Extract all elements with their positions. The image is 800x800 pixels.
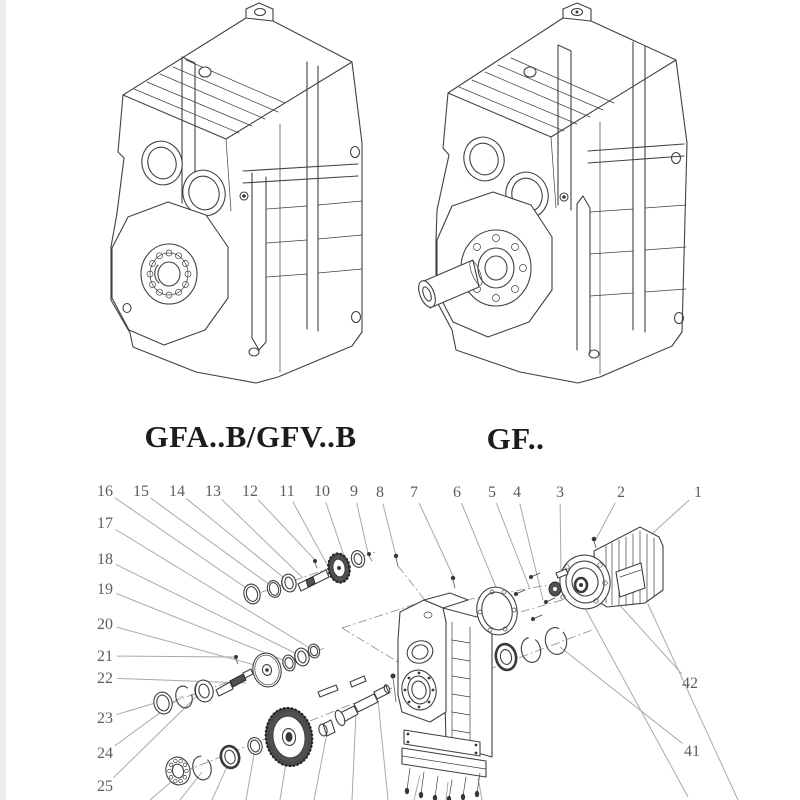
part-number-10: 10 [314, 483, 330, 500]
leader-line-21 [117, 656, 234, 657]
input-shaft-train [242, 549, 456, 606]
leader-line-13 [222, 499, 303, 578]
part-number-3: 3 [556, 484, 564, 501]
leader-line-42 [616, 601, 682, 674]
pinion-shaft [298, 570, 329, 591]
leader-line-18 [116, 564, 301, 656]
figure-caption-right: GF.. [486, 421, 545, 456]
circlip [190, 754, 214, 782]
part-number-22: 22 [97, 670, 113, 687]
bearing [280, 572, 298, 593]
part-number-7: 7 [410, 484, 418, 501]
part-number-21: 21 [97, 648, 113, 665]
gear-housing [391, 593, 493, 800]
figure-caption-left: GFA..B/GFV..B [144, 419, 357, 454]
part-number-6: 6 [453, 484, 461, 501]
motor [549, 527, 663, 613]
output-shaft [333, 684, 391, 727]
leader-line-20 [117, 627, 266, 668]
leader-line-6 [462, 503, 500, 597]
part-number-12: 12 [242, 483, 258, 500]
motor-mount-bolt [592, 537, 597, 548]
leader-line-7 [419, 503, 454, 578]
leader-line-9 [357, 503, 368, 553]
part-number-4: 4 [513, 484, 521, 501]
leader-line-12 [258, 500, 315, 560]
coupling-pinion [549, 582, 561, 596]
housing-rear [443, 608, 492, 757]
end-cap [151, 690, 174, 716]
part-number-2: 2 [617, 484, 625, 501]
shaft-keys [318, 676, 366, 697]
leader-line-4 [520, 504, 543, 600]
spacer-sleeve [318, 720, 335, 737]
leader-line-8 [383, 504, 396, 556]
part-number-24: 24 [97, 745, 113, 762]
part-number-8: 8 [376, 484, 384, 501]
leader-line-5 [496, 503, 530, 589]
input-gear [326, 552, 352, 584]
gearbox-figure-right [415, 3, 687, 383]
part-number-23: 23 [97, 710, 113, 727]
leader-line-17 [115, 529, 313, 650]
part-number-18: 18 [97, 551, 113, 568]
leader-line-24 [115, 696, 183, 746]
part-number-14: 14 [169, 483, 185, 500]
exploded-diagram [97, 483, 738, 800]
part-number-20: 20 [97, 616, 113, 633]
part-number-13: 13 [205, 483, 221, 500]
leader-line-19 [116, 593, 288, 662]
snap-ring-2 [543, 626, 569, 657]
part-number-1: 1 [694, 484, 702, 501]
part-number-5: 5 [488, 484, 496, 501]
flat-gear [250, 650, 284, 689]
part-number-17: 17 [97, 515, 113, 532]
part-number-42: 42 [682, 675, 698, 692]
intermediate-shaft-train [151, 643, 321, 716]
part-number-25: 25 [97, 778, 113, 795]
part-number-16: 16 [97, 483, 113, 500]
leader-line-3 [560, 504, 561, 574]
leader-line-14 [186, 499, 289, 582]
part-number-41: 41 [684, 743, 700, 760]
washer [246, 736, 264, 756]
leader-line-41 [560, 647, 683, 744]
part-number-19: 19 [97, 581, 113, 598]
leader-line-15 [151, 498, 274, 588]
leader-line-22 [117, 678, 246, 683]
end-cap [242, 582, 263, 605]
drain-stud [391, 674, 397, 703]
leader-line-10 [326, 502, 346, 562]
oil-seal [218, 744, 241, 770]
assembly-axis-lines [155, 552, 592, 778]
gearbox-figure-left [111, 3, 362, 383]
snap-ring [173, 684, 194, 709]
flange-bolts [514, 573, 555, 621]
output-gear [262, 705, 316, 769]
part-number-11: 11 [279, 483, 295, 500]
part-number-15: 15 [133, 483, 149, 500]
bearing-small [350, 549, 367, 569]
leader-line-2 [595, 503, 615, 541]
leader-line-16 [115, 498, 252, 592]
part-number-9: 9 [350, 483, 358, 500]
bearing-dark [494, 642, 519, 672]
leader-line-11 [293, 502, 330, 570]
ball-bearing [163, 754, 193, 787]
seal-ring [266, 579, 283, 599]
